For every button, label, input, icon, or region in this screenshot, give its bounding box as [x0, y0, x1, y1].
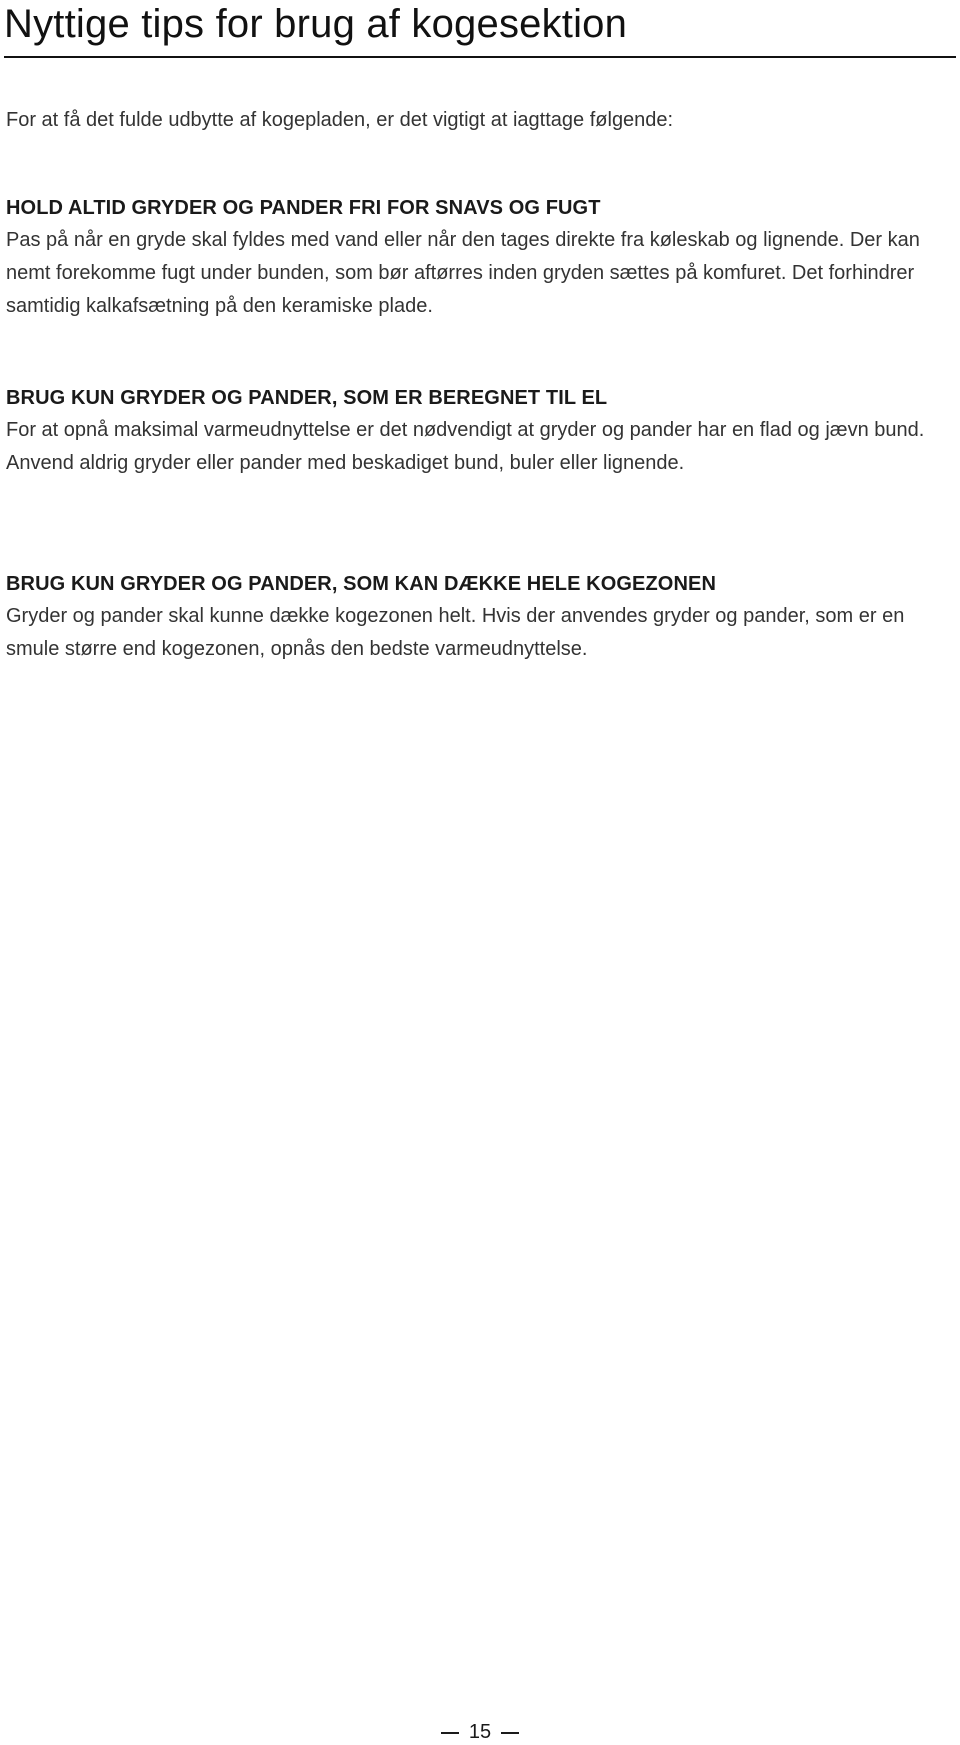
section-heading: HOLD ALTID GRYDER OG PANDER FRI FOR SNAVS OG FUGT: [6, 197, 601, 219]
intro-text: For at få det fulde udbytte af kogepladen, er det vigtigt at iagttage følgende:: [6, 109, 674, 131]
section-heading: BRUG KUN GRYDER OG PANDER, SOM ER BEREGNET TIL EL: [6, 387, 608, 409]
section-clean-dry-pans: [6, 192, 956, 323]
page-number: 15: [468, 1721, 492, 1743]
section-heading: BRUG KUN GRYDER OG PANDER, SOM KAN DÆKKE HELE KOGEZONEN: [6, 573, 716, 595]
title-divider: [4, 56, 956, 58]
section-electric-pans: [6, 382, 956, 480]
dash-right: [501, 1732, 519, 1734]
dash-left: [441, 1732, 459, 1734]
page-title: Nyttige tips for brug af kogesektion: [4, 2, 628, 46]
section-body: Pas på når en gryde skal fyldes med vand eller når den tages direkte fra køleskab og lignende. Der kan nemt forekomme fugt under bunden, som bør aftørres inden gryden sættes på komfuret. Det forhindrer samtidig kalkafsætning på den keramiske plade.: [6, 229, 920, 317]
page-number-footer: [0, 1720, 960, 1744]
section-body: Gryder og pander skal kunne dække kogezonen helt. Hvis der anvendes gryder og pander, som er en smule større end kogezonen, opnås den bedste varmeudnyttelse.: [6, 605, 905, 660]
section-body: For at opnå maksimal varmeudnyttelse er det nødvendigt at gryder og pander har en flad og jævn bund. Anvend aldrig gryder eller pander med beskadiget bund, buler eller lignende.: [6, 419, 925, 474]
section-cover-zone: [6, 568, 956, 666]
